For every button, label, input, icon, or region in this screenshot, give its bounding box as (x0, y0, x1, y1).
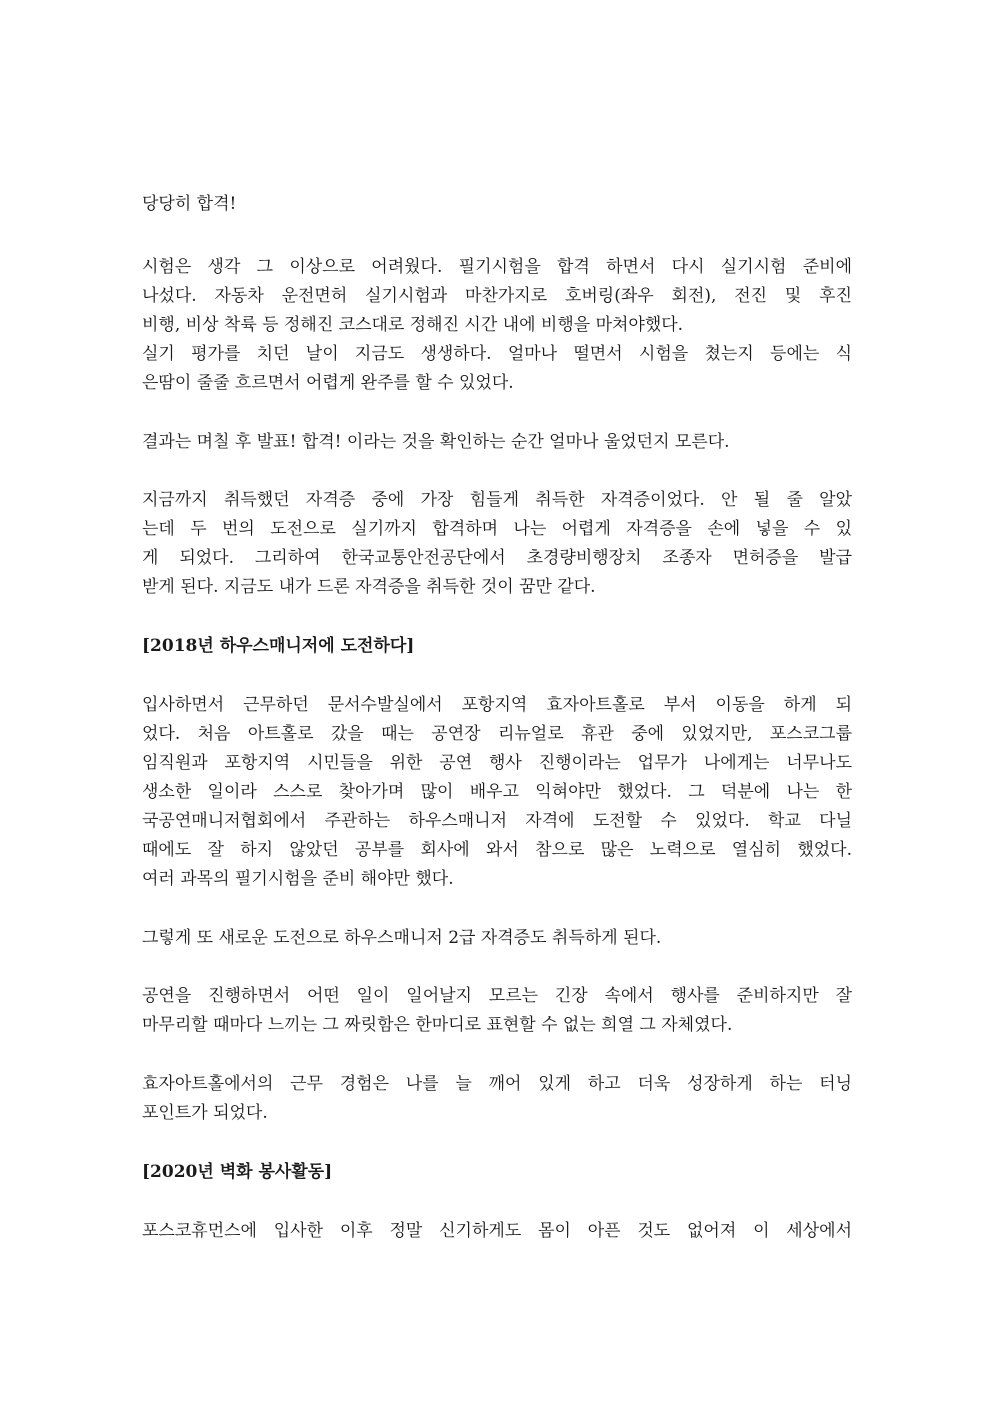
text-line: 는데 두 번의 도전으로 실기까지 합격하며 나는 어렵게 자격증을 손에 넣을 수 있 (142, 519, 852, 539)
text-line: 여러 과목의 필기시험을 준비 해야만 했다. (142, 869, 454, 889)
text-line: 임직원과 포항지역 시민들을 위한 공연 행사 진행이라는 업무가 나에게는 너무나도 (142, 753, 852, 773)
text-line: 게 되었다. 그리하여 한국교통안전공단에서 초경량비행장치 조종자 면허증을 발급 (142, 548, 852, 568)
text-line: 국공연매니저협회에서 주관하는 하우스매니저 자격에 도전할 수 있었다. 학교 다닐 (142, 811, 852, 831)
paragraph-poscohumans: 포스코휴먼스에 입사한 이후 정말 신기하게도 몸이 아픈 것도 없어져 이 세상에서 (142, 1221, 852, 1241)
text-line: 공연을 진행하면서 어떤 일이 일어날지 모르는 긴장 속에서 행사를 준비하지만 잘 (142, 986, 852, 1006)
text-line: 받게 된다. 지금도 내가 드론 자격증을 취득한 것이 꿈만 같다. (142, 577, 596, 597)
text-line: 때에도 잘 하지 않았던 공부를 회사에 와서 참으로 많은 노력으로 열심히 했었다. (142, 840, 852, 860)
text-line: 생소한 일이라 스스로 찾아가며 많이 배우고 익혀야만 했었다. 그 덕분에 나는 한 (142, 782, 852, 802)
paragraph-result: 결과는 며칠 후 발표! 합격! 이라는 것을 확인하는 순간 얼마나 울었던지 모른다. (142, 432, 730, 452)
section-heading-2020: [2020년 벽화 봉사활동] (142, 1162, 333, 1182)
text-line: 나섰다. 자동차 운전면허 실기시험과 마찬가지로 호버링(좌우 회전), 전진 및 후진 (142, 286, 852, 306)
text-line: 마무리할 때마다 느끼는 그 짜릿함은 한마디로 표현할 수 없는 희열 그 자체였다. (142, 1015, 733, 1035)
paragraph-pass-heading: 당당히 합격! (142, 194, 237, 214)
section-heading-2018: [2018년 하우스매니저에 도전하다] (142, 636, 415, 656)
text-line: 었다. 처음 아트홀로 갔을 때는 공연장 리뉴얼로 휴관 중에 있었지만, 포스코그룹 (142, 724, 852, 744)
text-line: 효자아트홀에서의 근무 경험은 나를 늘 깨어 있게 하고 더욱 성장하게 하는 터닝 (142, 1074, 852, 1094)
text-line: 입사하면서 근무하던 문서수발실에서 포항지역 효자아트홀로 부서 이동을 하게 되 (142, 695, 852, 715)
paragraph-grade2: 그렇게 또 새로운 도전으로 하우스매니저 2급 자격증도 취득하게 된다. (142, 928, 662, 948)
text-line: 비행, 비상 착륙 등 정해진 코스대로 정해진 시간 내에 비행을 마쳐야했다. (142, 315, 684, 335)
text-line: 실기 평가를 치던 날이 지금도 생생하다. 얼마나 떨면서 시험을 쳤는지 등에는 식 (142, 344, 852, 364)
text-line: 은땀이 줄줄 흐르면서 어렵게 완주를 할 수 있었다. (142, 373, 514, 393)
text-line: 포인트가 되었다. (142, 1103, 268, 1123)
text-line: 지금까지 취득했던 자격증 중에 가장 힘들게 취득한 자격증이었다. 안 될 줄 알았 (142, 490, 852, 510)
text-line: 시험은 생각 그 이상으로 어려웠다. 필기시험을 합격 하면서 다시 실기시험 준비에 (142, 257, 852, 277)
